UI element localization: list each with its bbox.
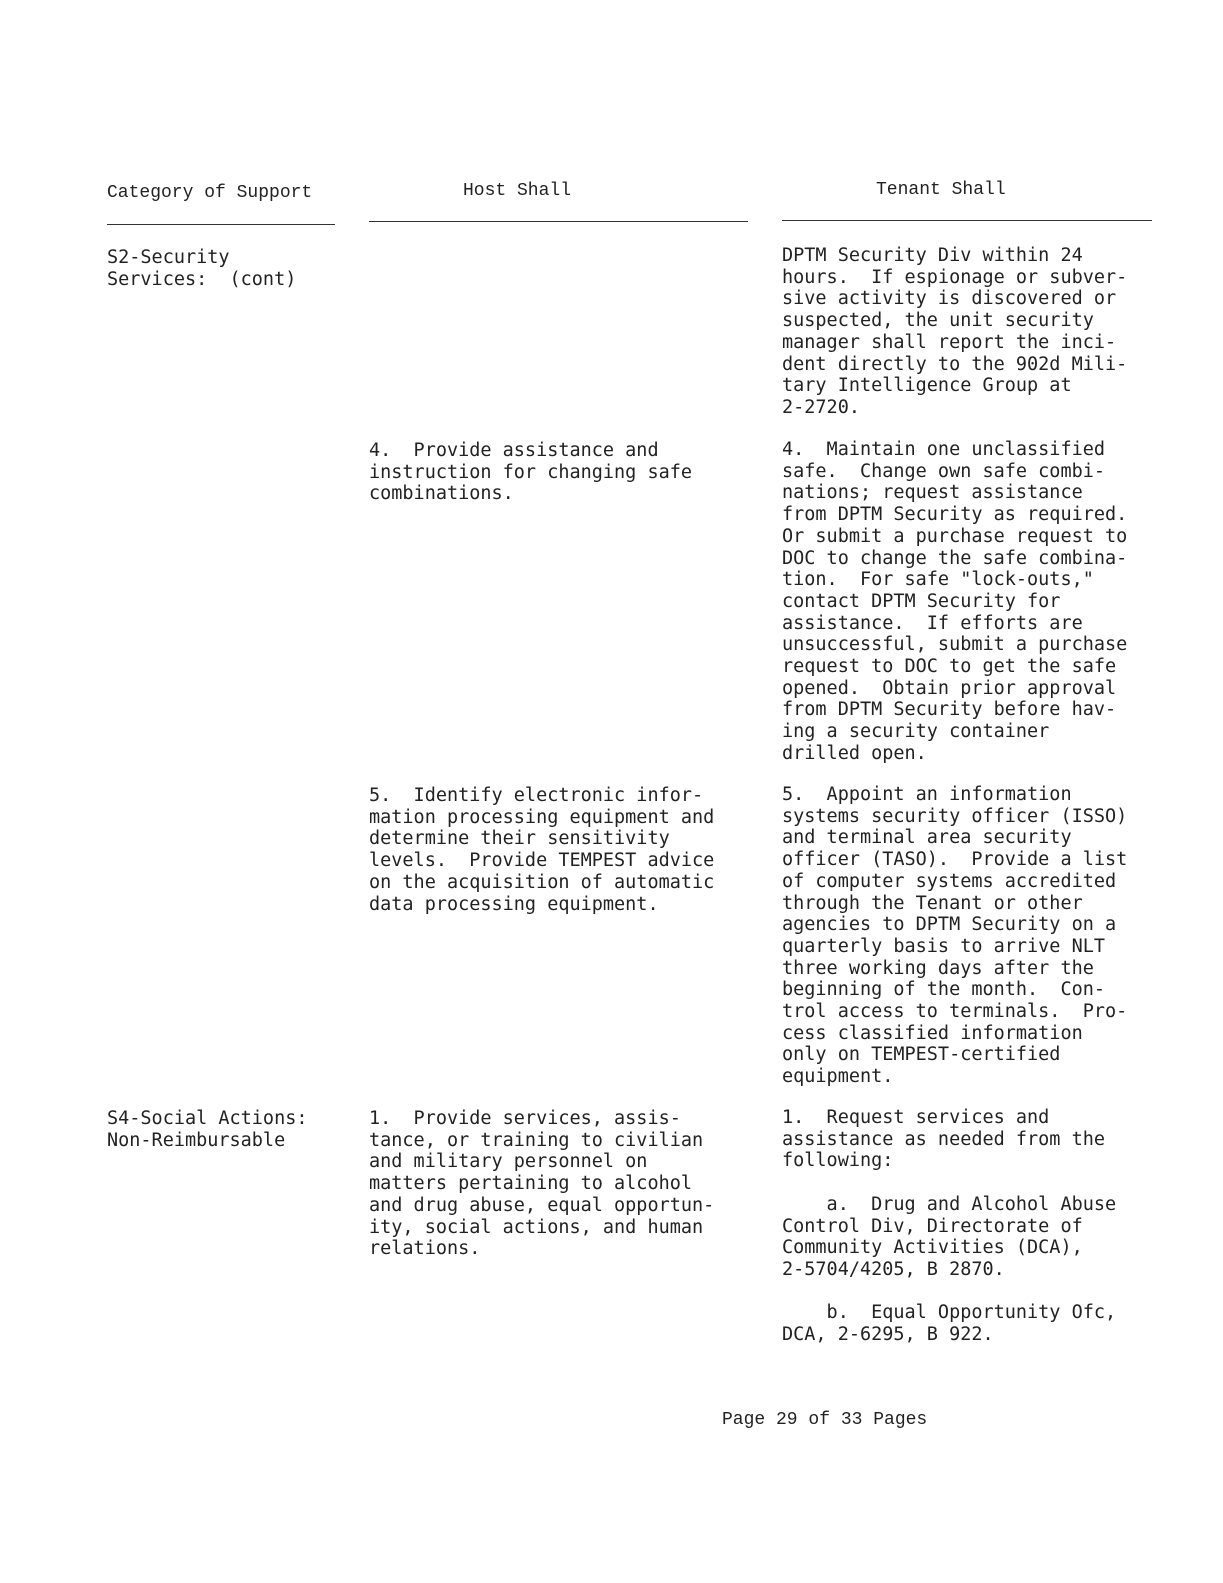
row-2-tenant: 4. Maintain one unclassified safe. Change own safe combi- nations; request assistance from DPTM Security as required. Or submit a purchase request to DOC to change the safe combina- tion. For safe "lock-outs," contact DPTM Security for assistance. If efforts are unsuccessful, submit a purchase request to DOC to get the safe opened. Obtain prior approval from DPTM Security before hav- ing a security container drilled open.	[782, 439, 1128, 764]
page-number: Page 29 of 33 Pages	[722, 1410, 928, 1430]
row-2-host: 4. Provide assistance and instruction for changing safe combinations.	[369, 440, 693, 505]
row-3-host: 5. Identify electronic infor- mation processing equipment and determine their sensitivity levels. Provide TEMPEST advice on the acquisition of automatic data processing equipment.	[369, 785, 715, 915]
header-tenant: Tenant Shall	[876, 180, 1006, 200]
row-1-tenant: DPTM Security Div within 24 hours. If espionage or subver- sive activity is discovered or suspected, the unit security manager shall report the inci- dent directly to the 902d Mili- tary Intelligence Group at 2-2720.	[782, 245, 1128, 418]
header-rule-host	[369, 221, 748, 222]
header-category: Category of Support	[107, 183, 313, 203]
header-rule-category	[107, 224, 335, 225]
row-4-host: 1. Provide services, assis- tance, or training to civilian and military personnel on matters pertaining to alcohol and drug abuse, equal opportun- ity, social actions, and human relations.	[369, 1108, 715, 1260]
header-host: Host Shall	[463, 181, 572, 201]
row-3-tenant: 5. Appoint an information systems security officer (ISSO) and terminal area security officer (TASO). Provide a list of computer systems accredited through the Tenant or other agencies to DPTM Security on a quarterly basis to arrive NLT three working days after the beginning of the month. Con- trol access to terminals. Pro- cess classified information only on TEMPEST-certified equipment.	[782, 784, 1128, 1088]
row-4-category: S4-Social Actions: Non-Reimbursable	[107, 1108, 308, 1151]
row-1-category: S2-Security Services: (cont)	[107, 247, 297, 290]
header-rule-tenant	[782, 220, 1152, 221]
row-4-tenant: 1. Request services and assistance as needed from the following: a. Drug and Alcohol Abuse Control Div, Directorate of Community Activities (DCA), 2-5704/4205, B 2870. b. Equal Opportunity Ofc, DCA, 2-6295, B 922.	[782, 1107, 1117, 1346]
